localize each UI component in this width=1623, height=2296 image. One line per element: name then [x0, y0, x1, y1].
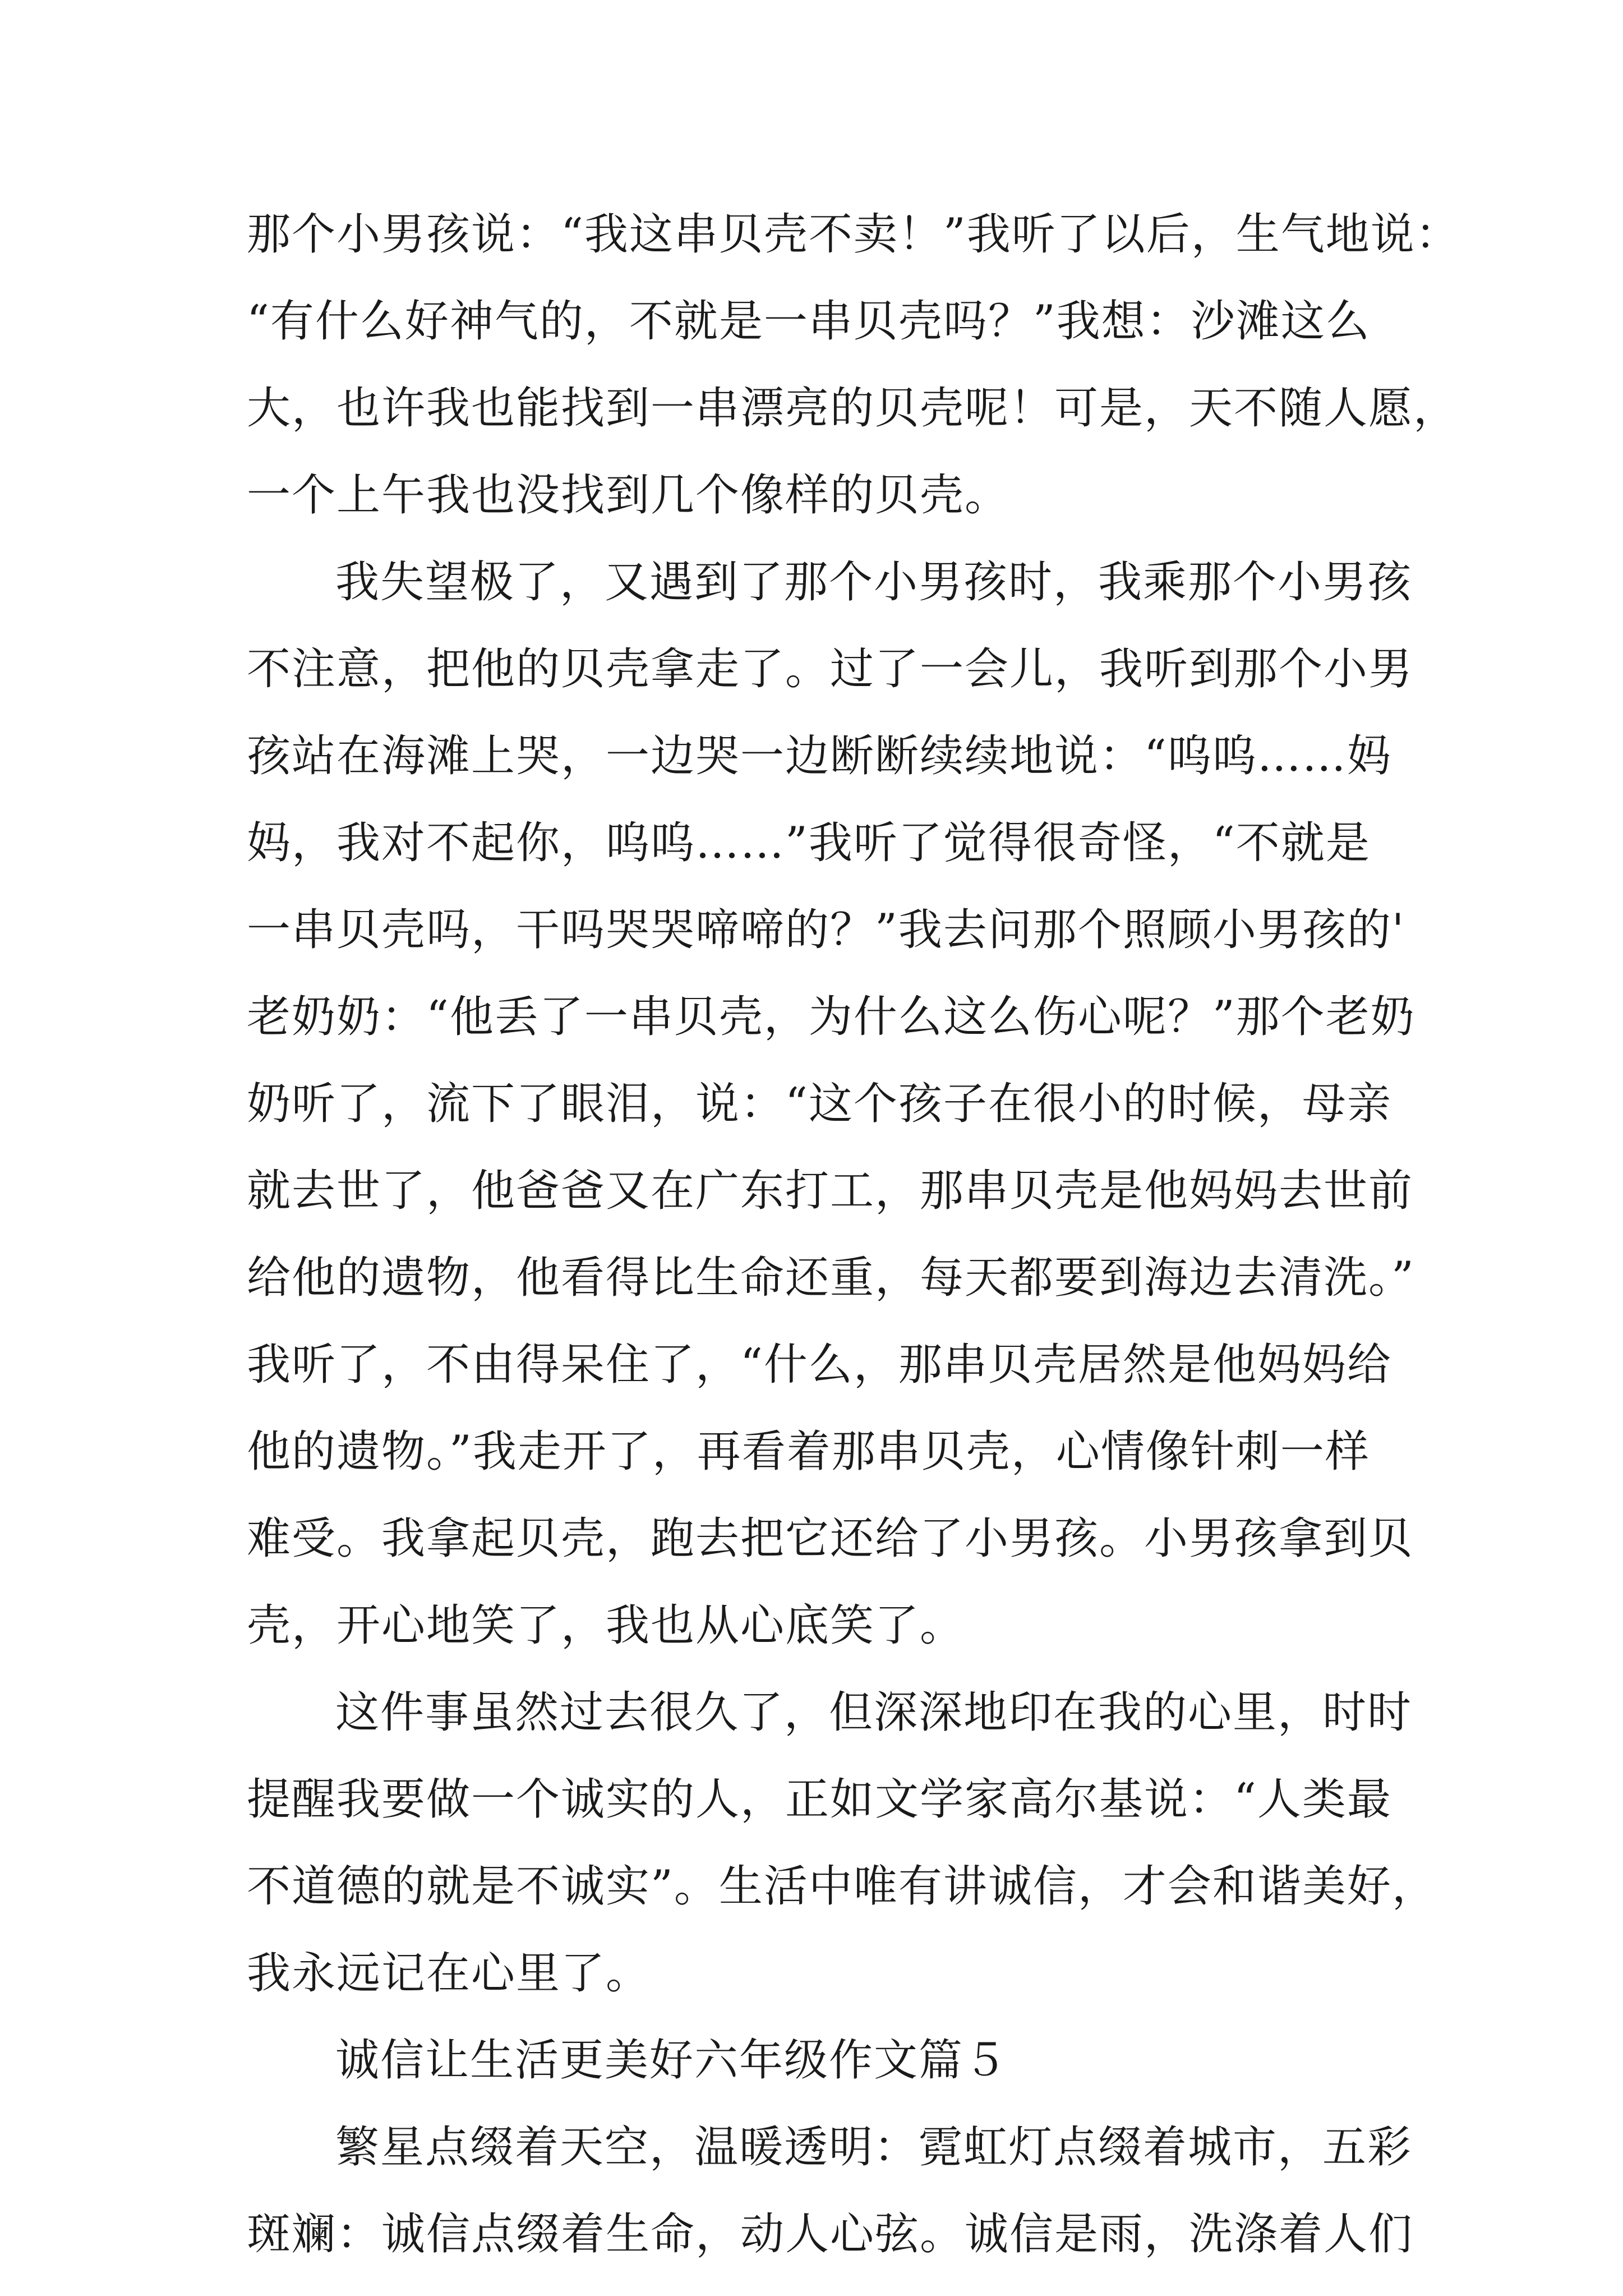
text-line: 那个小男孩说：“我这串贝壳不卖！”我听了以后，生气地说：	[247, 209, 1460, 260]
text-line: 壳，开心地笑了，我也从心底笑了。	[247, 1600, 965, 1651]
text-line: 给他的遗物，他看得比生命还重，每天都要到海边去清洗。”	[247, 1253, 1415, 1303]
text-line: 就去世了，他爸爸又在广东打工，那串贝壳是他妈妈去世前	[247, 1166, 1414, 1216]
text-line: 孩站在海滩上哭，一边哭一边断断续续地说：“呜呜……妈	[247, 731, 1392, 781]
text-line: 不注意，把他的贝壳拿走了。过了一会儿，我听到那个小男	[247, 644, 1414, 694]
text-line: 一个上午我也没找到几个像样的贝壳。	[247, 470, 1010, 521]
text-line: 妈，我对不起你，呜呜……”我听了觉得很奇怪，“不就是	[247, 818, 1371, 868]
text-line: “有什么好神气的，不就是一串贝壳吗？”我想：沙滩这么	[247, 296, 1371, 347]
text-line: 我听了，不由得呆住了，“什么，那串贝壳居然是他妈妈给	[247, 1340, 1392, 1390]
text-line: 一串贝壳吗，干吗哭哭啼啼的？”我去问那个照顾小男孩的'	[247, 905, 1405, 955]
paragraph-start-line: 我失望极了，又遇到了那个小男孩时，我乘那个小男孩	[335, 557, 1413, 608]
text-line: 不道德的就是不诚实”。生活中唯有讲诚信，才会和谐美好，	[247, 1861, 1437, 1912]
text-line: 我永远记在心里了。	[247, 1948, 651, 1999]
text-line: 老奶奶：“他丢了一串贝壳，为什么这么伤心呢？”那个老奶	[247, 992, 1415, 1042]
text-line: 提醒我要做一个诚实的人，正如文学家高尔基说：“人类最	[247, 1774, 1392, 1825]
text-line: 他的遗物。”我走开了，再看着那串贝壳，心情像针刺一样	[247, 1427, 1370, 1477]
paragraph-start-line: 这件事虽然过去很久了，但深深地印在我的心里，时时	[335, 1687, 1413, 1738]
paragraph-start-line: 繁星点缀着天空，温暖透明：霓虹灯点缀着城市，五彩	[335, 2122, 1413, 2173]
text-line: 斑斓：诚信点缀着生命，动人心弦。诚信是雨，洗涤着人们	[247, 2209, 1414, 2260]
section-heading: 诚信让生活更美好六年级作文篇５	[335, 2035, 1009, 2086]
text-line: 难受。我拿起贝壳，跑去把它还给了小男孩。小男孩拿到贝	[247, 1513, 1414, 1564]
text-line: 奶听了，流下了眼泪，说：“这个孩子在很小的时候，母亲	[247, 1079, 1392, 1129]
text-line: 大，也许我也能找到一串漂亮的贝壳呢！可是，天不随人愿，	[247, 383, 1459, 434]
